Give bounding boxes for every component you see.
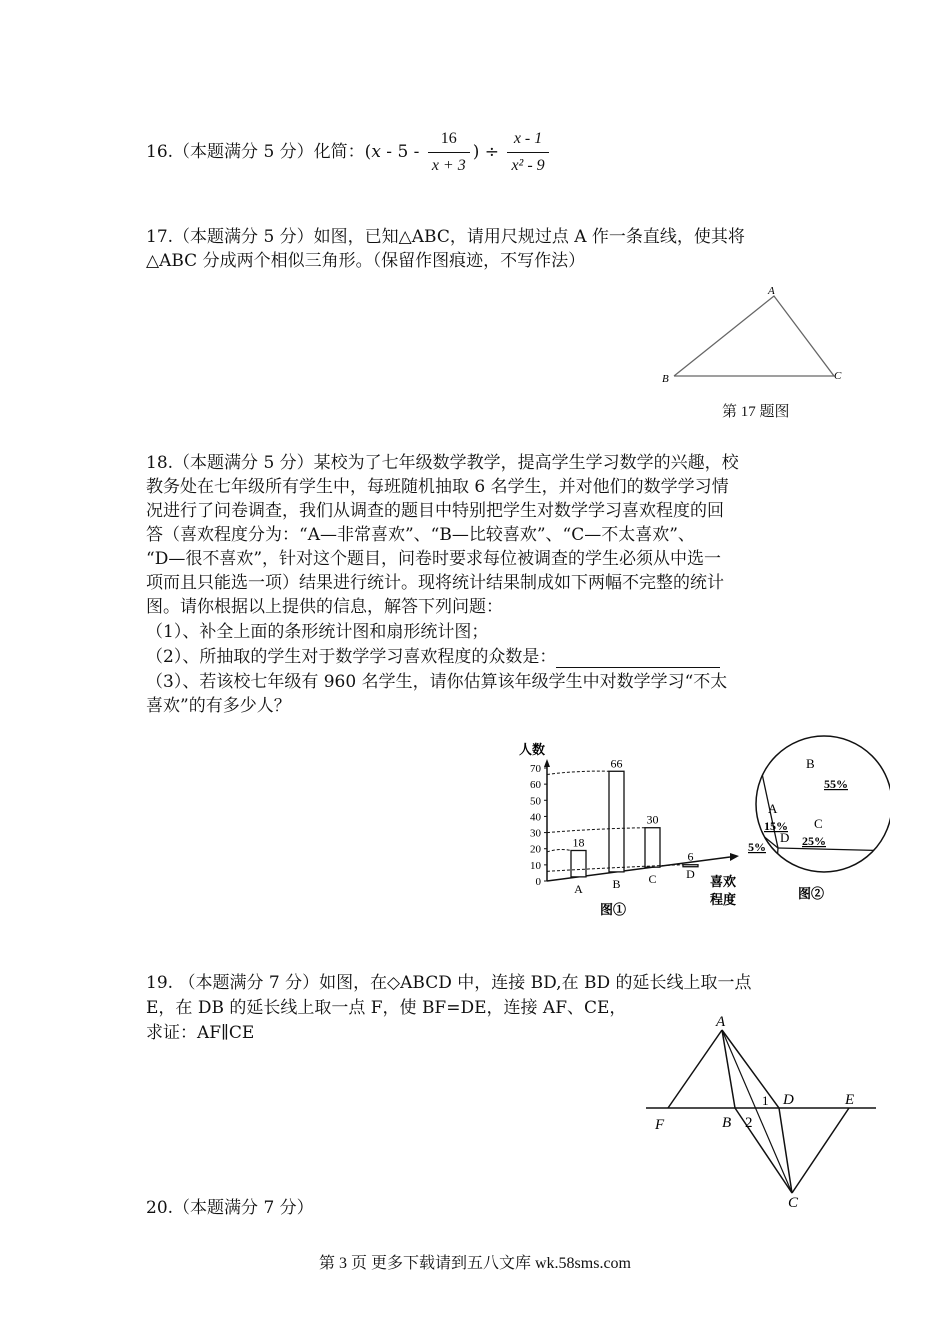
q19-line-2: E，在 DB 的延长线上取一点 F，使 BF=DE，连接 AF、CE， — [146, 998, 627, 1018]
q16-numerator-1: 16 — [428, 128, 470, 153]
bar-C — [645, 828, 660, 867]
bar-B — [609, 771, 624, 872]
bar-value-label: 6 — [687, 849, 694, 864]
pie-slice-label-B: B — [806, 756, 815, 771]
q19-segment-ce — [792, 1108, 849, 1193]
q17-label-b: B — [662, 373, 669, 385]
bar-A — [571, 850, 586, 876]
q17-line-2: △ABC 分成两个相似三角形。（保留作图痕迹，不写作法） — [146, 251, 586, 271]
q19-parallelogram-figure — [640, 1010, 880, 1210]
bar-y-arrow — [544, 759, 550, 767]
bar-category-label: A — [574, 881, 583, 896]
q16-denominator-2: x² - 9 — [511, 157, 545, 174]
bar-chart-xlabel-part-2: 程度 — [710, 892, 737, 907]
pie-percent-label-D: 5% — [748, 840, 766, 854]
bar-guide-line — [547, 828, 645, 833]
q19-label-f: F — [655, 1117, 665, 1133]
q16-fraction-1 — [428, 128, 470, 177]
pie-percent-label-C: 25% — [802, 834, 826, 848]
bar-y-tick-label: 70 — [530, 763, 541, 775]
q17-line-1: 17.（本题满分 5 分）如图，已知△ABC，请用尺规过点 A 作一条直线，使其将 — [146, 227, 745, 247]
bar-y-tick-label: 60 — [530, 779, 541, 792]
pie-percent-label-B: 55% — [824, 777, 848, 791]
bar-y-tick-label: 0 — [535, 876, 541, 888]
page-footer: 第 3 页 更多下载请到五八文库 wk.58sms.com — [318, 1255, 631, 1272]
q19-diagonal-ac — [722, 1030, 792, 1193]
q16-x: x — [371, 142, 381, 162]
q19-label-a: A — [716, 1014, 726, 1030]
q18-line-7: 图。请你根据以上提供的信息，解答下列问题： — [146, 597, 503, 617]
q20-line-1: 20.（本题满分 7 分） — [146, 1198, 314, 1218]
bar-y-tick-label: 40 — [530, 811, 541, 824]
bar-category-label: D — [686, 867, 695, 882]
bar-chart-ylabel: 人数 — [519, 742, 546, 757]
q19-label-1: 1 — [762, 1093, 769, 1108]
pie-slice-label-A: A — [768, 801, 778, 816]
q16-fraction-2 — [507, 128, 548, 177]
q18-sub-3-line-1: （3）、若该校七年级有 960 名学生，请你估算该年级学生中对数学学习“不太 — [146, 672, 728, 692]
q16-minus5: - 5 - — [380, 142, 425, 162]
bar-y-tick-label: 20 — [530, 843, 541, 856]
bar-category-label: C — [648, 872, 657, 887]
bar-y-tick-label: 50 — [530, 795, 541, 808]
pie-chart-title: 图② — [798, 886, 825, 901]
bar-category-label: B — [612, 876, 621, 891]
q18-line-3: 况进行了问卷调查，我们从调查的题目中特别把学生对数学学习喜欢程度的回 — [146, 501, 724, 521]
q16-prefix: 16.（本题满分 5 分）化简： — [146, 142, 365, 162]
q16-line — [146, 128, 552, 177]
q18-line-4: 答（喜欢程度分为：“A—非常喜欢”、“B—比较喜欢”、“C—不太喜欢”、 — [146, 525, 695, 545]
q19-label-e: E — [845, 1092, 855, 1108]
q19-line-1: 19. （本题满分 7 分）如图，在◇ABCD 中，连接 BD,在 BD 的延长线上取一点 — [146, 973, 752, 993]
q18-sub-3-line-2: 喜欢”的有多少人？ — [146, 696, 291, 716]
bar-guide-line — [547, 850, 571, 852]
pie-slice-label-C: C — [814, 816, 823, 831]
q18-sub-2 — [146, 646, 720, 668]
bar-y-tick-label: 10 — [530, 859, 541, 872]
q16-divide: ÷ — [479, 142, 505, 162]
q18-answer-blank[interactable] — [556, 651, 720, 668]
q16-rparen: ) — [472, 142, 480, 162]
q19-line-3: 求证：AF∥CE — [146, 1023, 255, 1043]
pie-percent-label-A: 15% — [764, 819, 788, 833]
pie-chart — [728, 718, 890, 908]
bar-chart-title: 图① — [600, 902, 627, 917]
q18-sub-1: （1）、补全上面的条形统计图和扇形统计图； — [146, 622, 489, 642]
q19-segment-af — [668, 1030, 722, 1108]
q18-line-2: 教务处在七年级所有学生中，每班随机抽取 6 名学生，并对他们的数学学习情 — [146, 477, 729, 497]
q16-lparen: ( — [364, 142, 372, 162]
bar-value-label: 18 — [572, 835, 585, 850]
q16-numerator-2: x - 1 — [507, 128, 548, 153]
bar-value-label: 66 — [610, 756, 623, 771]
bar-guide-line — [547, 771, 609, 774]
q18-line-5: “D—很不喜欢”，针对这个题目，问卷时要求每位被调查的学生必须从中选一 — [146, 549, 722, 569]
pie-slice-label-D: D — [780, 830, 790, 845]
q17-triangle-figure — [660, 282, 850, 392]
q19-label-b: B — [722, 1115, 732, 1131]
q19-label-c: C — [788, 1195, 799, 1210]
bar-chart — [505, 740, 750, 925]
q17-label-a: A — [768, 285, 775, 297]
q16-denominator-1: x + 3 — [431, 157, 466, 174]
bar-y-tick-label: 30 — [530, 827, 541, 840]
q17-caption: 第 17 题图 — [722, 404, 790, 420]
q19-label-d: D — [783, 1092, 794, 1108]
q19-label-2: 2 — [745, 1115, 753, 1131]
q17-label-c: C — [834, 370, 842, 382]
bar-chart-xlabel-part-1: 喜欢 — [710, 874, 737, 889]
q18-sub-2-text: （2）、所抽取的学生对于数学学习喜欢程度的众数是： — [146, 647, 557, 667]
q18-line-6: 项而且只能选一项）结果进行统计。现将统计结果制成如下两幅不完整的统计 — [146, 573, 724, 593]
bar-value-label: 30 — [646, 812, 659, 827]
q18-line-1: 18.（本题满分 5 分）某校为了七年级数学教学，提高学生学习数学的兴趣，校 — [146, 453, 739, 473]
